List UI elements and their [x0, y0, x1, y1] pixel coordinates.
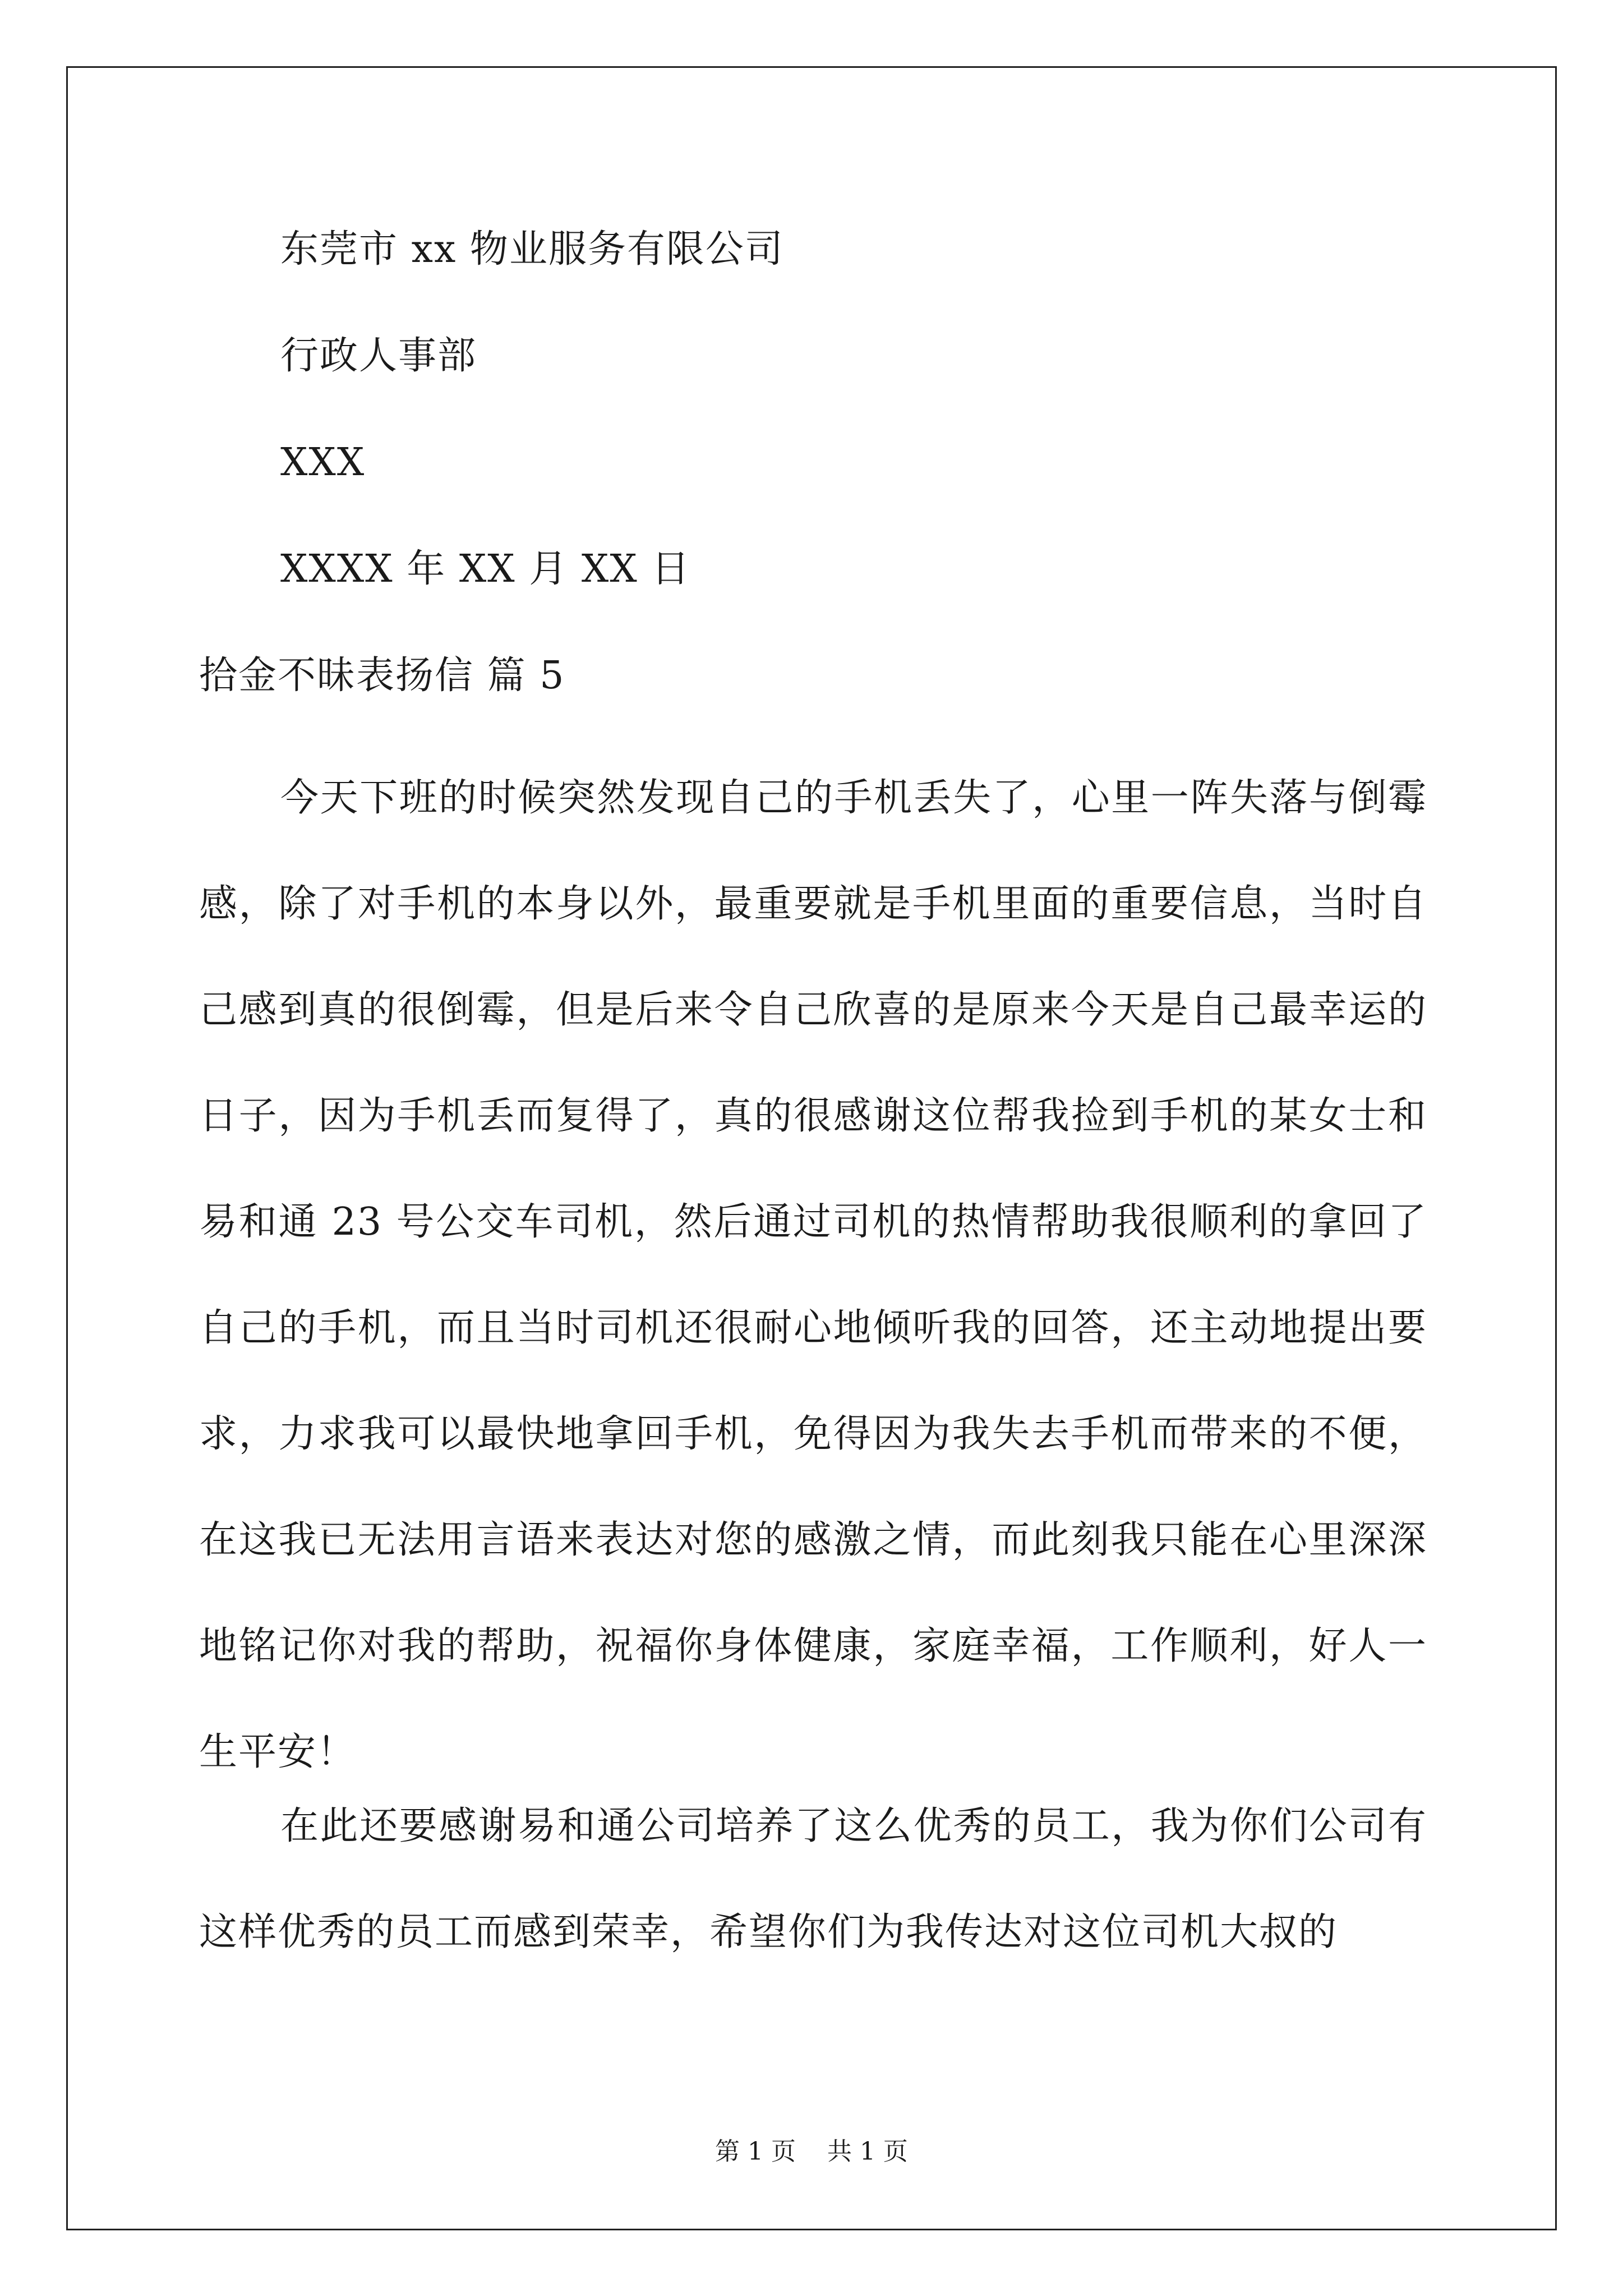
body-paragraph-2: 在此还要感谢易和通公司培养了这么优秀的员工，我为你们公司有这样优秀的员工而感到荣幸，希望你们为我传达对这位司机大叔的 — [199, 1804, 1427, 1954]
company-name: 东莞市 xx 物业服务有限公司 — [280, 227, 784, 272]
page-footer: 第 1 页 共 1 页 — [715, 2137, 908, 2166]
section-title: 拾金不昧表扬信 篇 5 — [199, 654, 565, 698]
body-paragraph-1: 今天下班的时候突然发现自己的手机丢失了，心里一阵失落与倒霉感，除了对手机的本身以外，最重要就是手机里面的重要信息，当时自己感到真的很倒霉，但是后来令自己欣喜的是原来今天是自己最幸运的日子，因为手机丢而复得了，真的很感谢这位帮我捡到手机的某女士和易和通 23 号公交车司机，然后通过司机的热情帮助我很顺利的拿回了自己的手机，而且当时司机还很耐心地倾听我的回答，还主动地提出要求，力求我可以最快地拿回手机，免得因为我失去手机而带来的不便，在这我已无法用言语来表达对您的感激之情，而此刻我只能在心里深深地铭记你对我的帮助，祝福你身体健康，家庭幸福，工作顺利，好人一生平安！ — [199, 776, 1427, 1774]
letter-date: XXXX 年 XX 月 XX 日 — [280, 547, 691, 591]
signer-name: XXX — [280, 440, 366, 485]
department-name: 行政人事部 — [280, 334, 477, 378]
